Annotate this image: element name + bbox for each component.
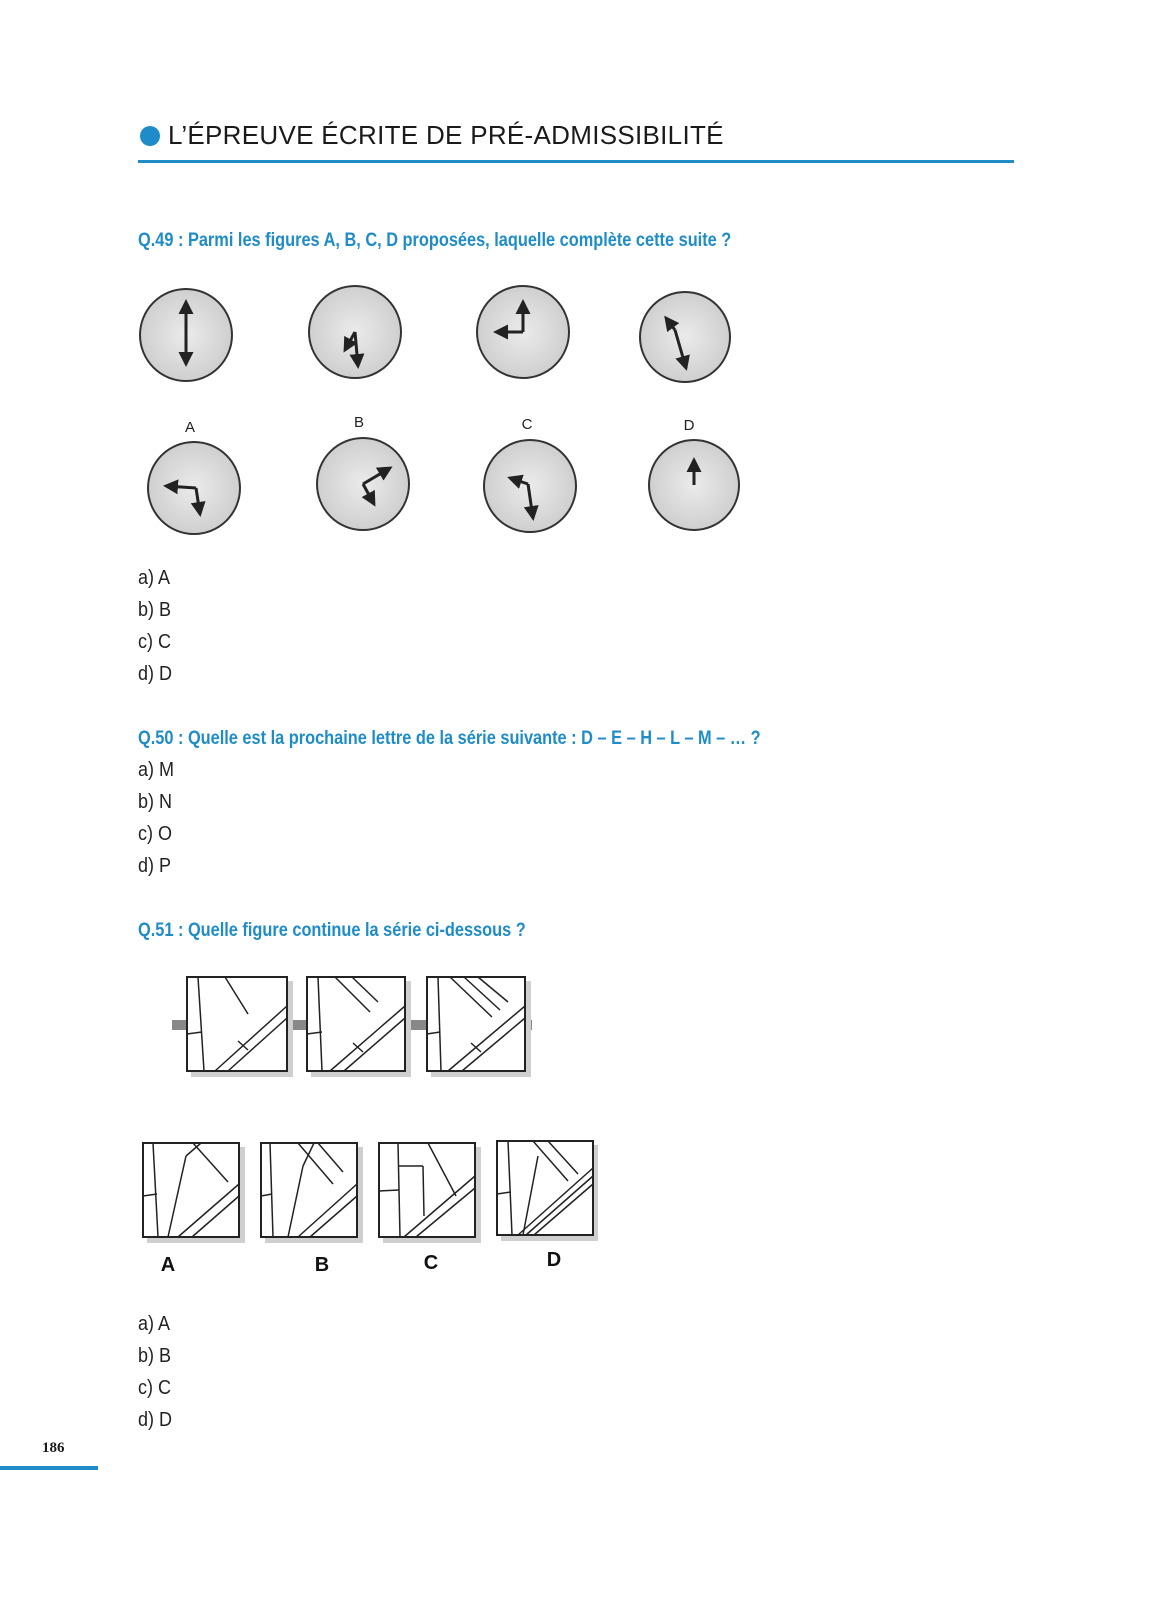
answer-50-b[interactable]: b) N [138,791,173,813]
answer-49-c[interactable]: c) C [138,631,172,653]
clock-option-label-a: A [184,419,196,436]
clock-2 [309,286,401,378]
clock-sequence-figure [130,280,750,540]
header-rule [138,160,1014,163]
clock-option-a [148,442,240,534]
clock-option-c [484,440,576,532]
sequence-frame-2 [307,977,411,1077]
clock-option-b [317,438,409,530]
question-49: Q.49 : Parmi les figures A, B, C, D proposées, laquelle complète cette suite ? [138,230,732,251]
shape-option-label-a: A [160,1254,176,1276]
answer-51-b[interactable]: b) B [138,1345,172,1367]
answers-51 [138,1308,176,1436]
section-title: L’ÉPREUVE ÉCRITE DE PRÉ-ADMISSIBILITÉ [168,120,724,150]
shape-option-a [143,1143,245,1243]
shape-option-c [379,1143,481,1243]
answer-50-d[interactable]: d) P [138,855,172,877]
page-number: 186 [42,1440,65,1456]
clock-option-d [649,440,739,530]
question-51: Q.51 : Quelle figure continue la série ci-dessous ? [138,920,526,941]
shape-option-b [261,1143,363,1243]
question-50: Q.50 : Quelle est la prochaine lettre de la série suivante : D – E – H – L – M – … ? [138,728,761,749]
shape-option-label-d: D [546,1249,562,1271]
answer-51-a[interactable]: a) A [138,1313,171,1335]
answer-51-d[interactable]: d) D [138,1409,173,1431]
clock-option-label-c: C [521,416,533,433]
page-header [138,120,1014,166]
clock-option-label-d: D [683,417,695,434]
clock-4 [640,292,730,382]
shape-option-label-b: B [314,1254,330,1276]
geometric-options-figure [138,1136,598,1278]
clock-3 [477,286,569,378]
geometric-sequence-figure [170,972,540,1084]
sequence-frame-1 [187,977,293,1077]
answers-49 [138,562,176,690]
bullet-dot-icon [140,126,160,146]
footer-rule [0,1466,98,1470]
answer-50-a[interactable]: a) M [138,759,174,781]
answers-50 [138,754,178,882]
answer-51-c[interactable]: c) C [138,1377,172,1399]
shape-option-label-c: C [423,1252,439,1274]
answer-49-a[interactable]: a) A [138,567,171,589]
answer-49-d[interactable]: d) D [138,663,173,685]
answer-50-c[interactable]: c) O [138,823,173,845]
clock-1 [140,289,232,381]
clock-option-label-b: B [353,414,365,431]
sequence-frame-3 [427,977,531,1077]
answer-49-b[interactable]: b) B [138,599,172,621]
shape-option-d [497,1141,598,1241]
